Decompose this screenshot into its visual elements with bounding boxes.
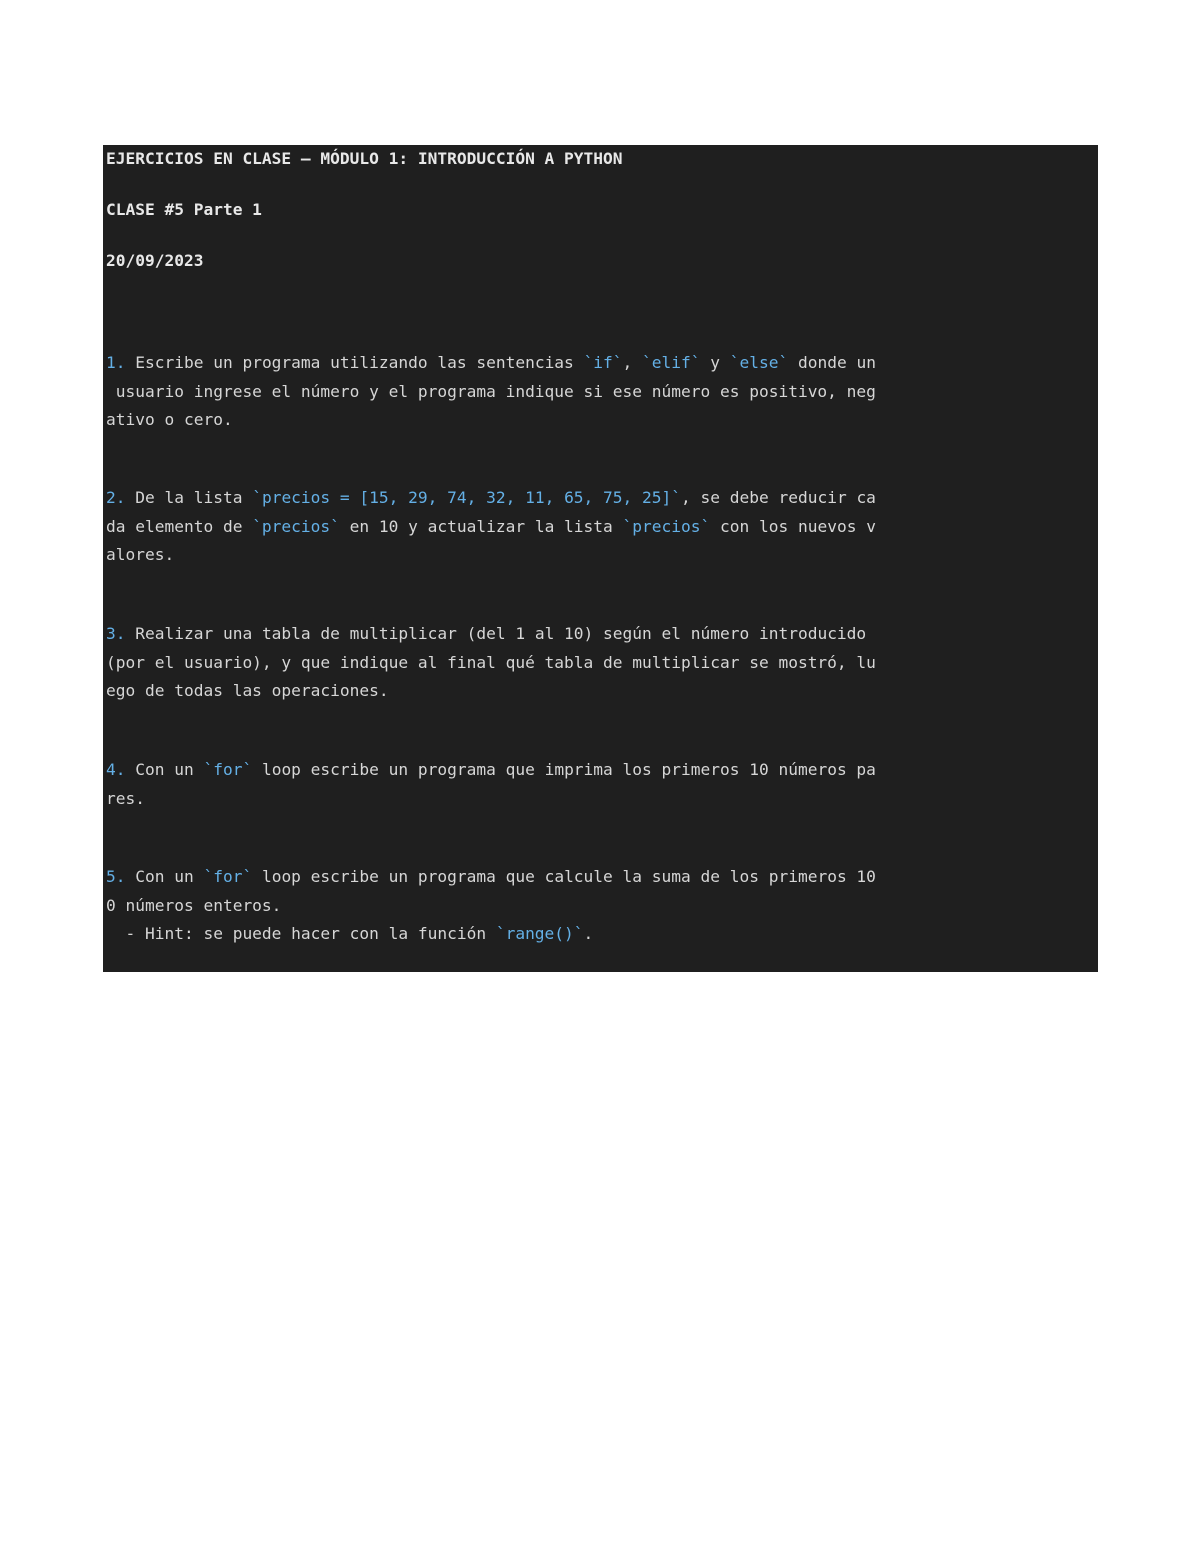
exercise-2-line: [106, 484, 876, 512]
exercise-3-line: [106, 677, 389, 705]
exercise-2-line: [106, 513, 876, 541]
class-date: 20/09/2023: [106, 251, 204, 270]
class-label: CLASE #5 Parte 1: [106, 200, 262, 219]
exercise-3-line: [106, 649, 876, 677]
text-segment: .: [583, 924, 594, 943]
code-highlight: `for`: [203, 760, 253, 779]
text-segment: , se debe reducir ca: [681, 488, 876, 507]
text-segment: Con un: [125, 760, 204, 779]
text-segment: donde un: [788, 353, 876, 372]
text-segment: Con un: [125, 867, 204, 886]
code-panel: [103, 145, 1098, 972]
code-highlight: 4.: [106, 760, 126, 779]
code-highlight: `range()`: [495, 924, 584, 943]
code-highlight: 2.: [106, 488, 126, 507]
code-highlight: `else`: [729, 353, 789, 372]
text-segment: alores.: [106, 545, 175, 564]
text-segment: ativo o cero.: [106, 410, 233, 429]
code-highlight: `precios`: [622, 516, 711, 536]
exercise-4-line: [106, 756, 876, 784]
code-highlight: 5.: [106, 867, 126, 886]
text-segment: ,: [622, 353, 643, 372]
exercise-4-line: [106, 785, 145, 813]
text-segment: usuario ingrese el número y el programa indique si ese número es positivo, neg: [106, 381, 876, 401]
exercise-2-line: [106, 541, 174, 569]
code-highlight: 3.: [106, 624, 126, 643]
text-segment: - Hint: se puede hacer con la función: [106, 924, 496, 943]
text-segment: loop escribe un programa que calcule la suma de los primeros 10: [252, 867, 876, 886]
text-segment: Escribe un programa utilizando las sentencias: [125, 353, 584, 372]
exercise-5-line: [106, 892, 281, 920]
code-highlight: `precios`: [252, 516, 340, 536]
text-segment: Realizar una tabla de multiplicar (del 1 al 10) según el número introducido: [125, 624, 867, 643]
text-segment: y: [700, 353, 730, 372]
document-title: EJERCICIOS EN CLASE — MÓDULO 1: INTRODUCCIÓN A PYTHON: [106, 149, 623, 168]
exercise-1-line: [106, 406, 233, 434]
text-segment: loop escribe un programa que imprima los primeros 10 números pa: [252, 760, 876, 779]
text-segment: da elemento de: [106, 516, 253, 536]
code-highlight: `precios = [15, 29, 74, 32, 11, 65, 75, 25]`: [252, 488, 682, 507]
text-segment: ego de todas las operaciones.: [106, 681, 389, 700]
exercise-5-line: [106, 863, 876, 891]
text-segment: 0 números enteros.: [106, 895, 282, 915]
text-segment: en 10 y actualizar la lista: [339, 516, 623, 536]
code-highlight: `if`: [583, 353, 623, 372]
code-highlight: `elif`: [642, 353, 701, 372]
text-segment: (por el usuario), y que indique al final qué tabla de multiplicar se mostró, lu: [106, 652, 876, 672]
text-segment: con los nuevos v: [710, 516, 876, 536]
exercise-1-line: [106, 349, 876, 377]
text-segment: res.: [106, 788, 145, 808]
exercise-1-line: [106, 378, 876, 406]
code-highlight: 1.: [106, 353, 126, 372]
code-highlight: `for`: [203, 867, 253, 886]
text-segment: De la lista: [125, 488, 253, 507]
exercise-5-line: [106, 920, 593, 948]
exercise-3-line: [106, 620, 866, 648]
